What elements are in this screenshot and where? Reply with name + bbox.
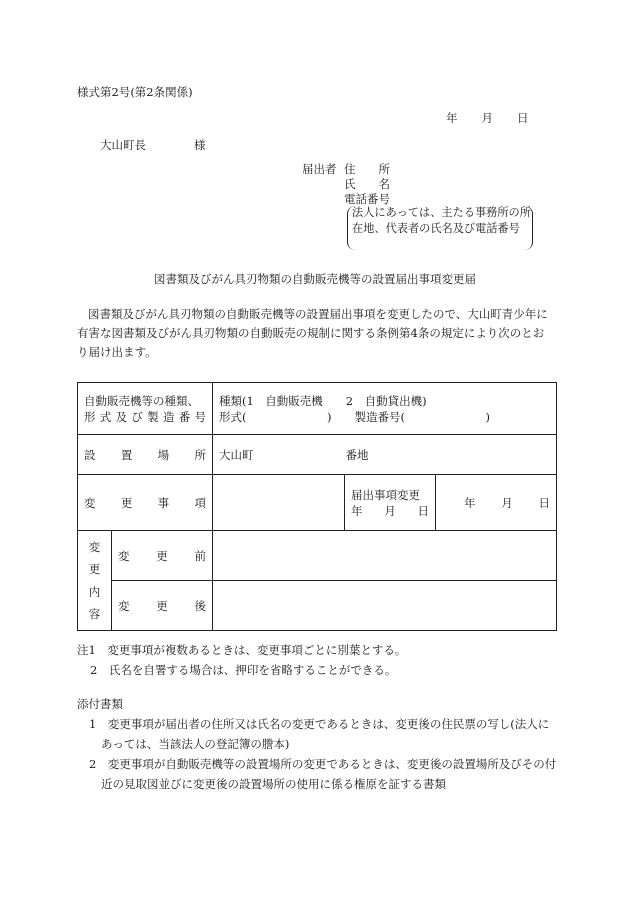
machine-type-options: 種類(1 自動販売機 2 自動貸出機)	[219, 393, 427, 408]
submission-date	[446, 110, 529, 126]
note-1: 注1 変更事項が複数あるときは、変更事項ごとに別葉とする。	[77, 643, 407, 657]
notes	[77, 640, 557, 680]
value-machine-type[interactable]	[213, 383, 557, 435]
form-number: 様式第2号(第2条関係)	[77, 85, 193, 99]
attachment-item-1: 1 変更事項が届出者の住所又は氏名の変更であるときは、変更後の住民票の写し(法人にあっては、当該法人の登記簿の謄本)	[89, 717, 550, 751]
label-change-item: 変 更 事 項	[78, 475, 213, 531]
date-year-unit: 年	[446, 111, 458, 125]
value-install-location[interactable]: 大山町 番地	[213, 435, 557, 475]
change-form-table	[77, 382, 557, 631]
applicant-label: 届出者	[302, 162, 337, 176]
applicant-phone-label: 電話番号	[344, 192, 390, 206]
attachments	[77, 694, 557, 794]
value-change-date[interactable]: 年 月 日	[436, 475, 557, 531]
label-machine-type-line2: 形 式 及 び 製 造 番 号	[84, 409, 206, 424]
date-month-unit: 月	[481, 111, 493, 125]
label-machine-type	[78, 383, 213, 435]
applicant-address-label: 住 所	[344, 162, 390, 176]
row-after-change	[78, 581, 557, 631]
label-install-location: 設 置 場 所	[78, 435, 213, 475]
label-before-change: 変 更 前	[112, 531, 213, 581]
row-before-change	[78, 531, 557, 581]
label-change-content: 変 更 内 容	[78, 531, 112, 631]
addressee-suffix: 様	[194, 138, 206, 152]
attachment-item-2: 2 変更事項が自動販売機等の設置場所の変更であるときは、変更後の設置場所及びその付近の見取図並びに変更後の設置場所の使用に係る権原を証する書類	[89, 757, 557, 791]
row-change-item	[78, 475, 557, 531]
value-change-item[interactable]	[213, 475, 345, 531]
label-after-change: 変 更 後	[112, 581, 213, 631]
label-machine-type-line1: 自動販売機等の種類、	[84, 393, 199, 408]
date-day-unit: 日	[517, 111, 529, 125]
document-title: 図書類及びがん具刃物類の自動販売機等の設置届出事項変更届	[154, 272, 476, 286]
attachments-heading: 添付書類	[77, 697, 123, 711]
note-2: 2 氏名を自署する場合は、押印を省略することができる。	[90, 663, 397, 677]
addressee-name: 大山町長	[100, 138, 146, 152]
addressee	[100, 137, 206, 153]
label-change-date: 届出事項変更 年 月 日	[345, 475, 436, 531]
machine-model-serial: 形式( ) 製造番号( )	[219, 409, 490, 424]
body-paragraph: 図書類及びがん具刃物類の自動販売機等の設置届出事項を変更したので、大山町青少年に有害な図書類及びがん具刃物類の自動販売の規制に関する条例第4条の規定により次のとおり届け出ます。	[77, 307, 548, 359]
value-after-change[interactable]	[213, 581, 557, 631]
applicant-block	[302, 161, 390, 206]
row-machine-type	[78, 383, 557, 435]
applicant-name-label: 氏 名	[344, 177, 390, 191]
value-before-change[interactable]	[213, 531, 557, 581]
corporate-note: 法人にあっては、主たる事務所の所在地、代表者の氏名及び電話番号	[352, 206, 531, 235]
row-install-location	[78, 435, 557, 475]
